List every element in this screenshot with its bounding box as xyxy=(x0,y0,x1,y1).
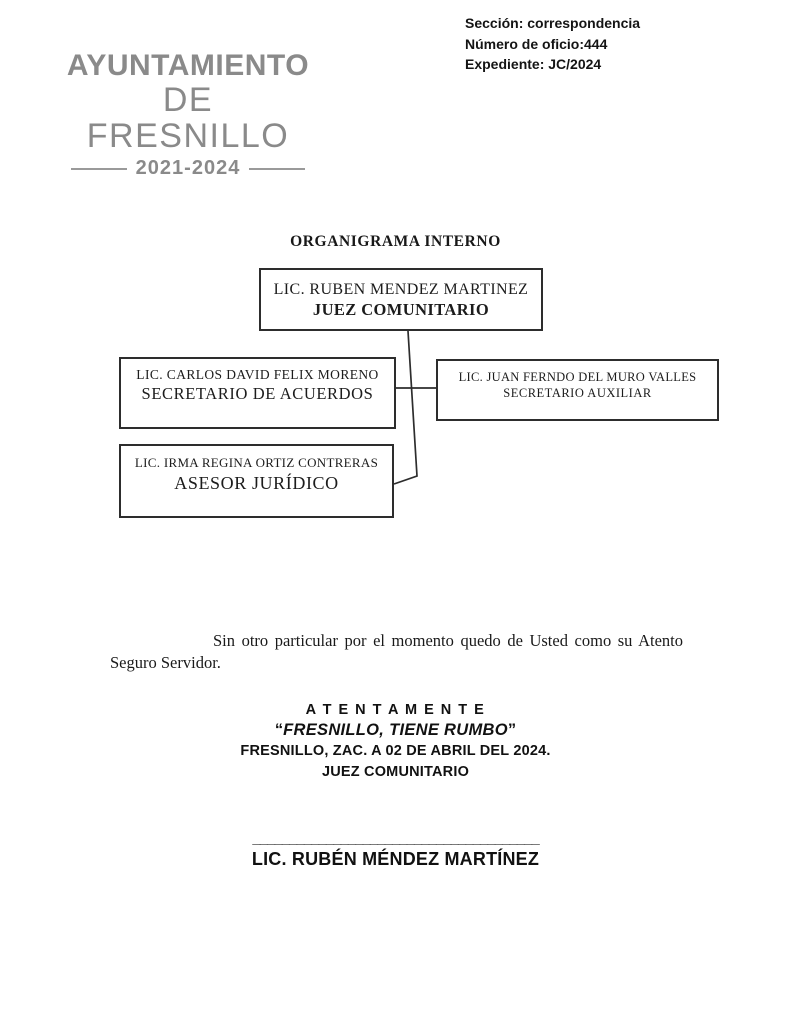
file-info-numero-oficio: Número de oficio:444 xyxy=(465,35,608,52)
closing-paragraph-line2: Seguro Servidor. xyxy=(110,652,221,672)
orgchart-box-name: LIC. CARLOS DAVID FELIX MORENO xyxy=(136,367,379,382)
signature-rule: _______________________________________ xyxy=(252,830,539,847)
closing-role-line: JUEZ COMUNITARIO xyxy=(321,763,470,780)
logo-line-ayuntamiento: AYUNTAMIENTO xyxy=(66,49,310,82)
orgchart-box-asesor-juridico xyxy=(119,444,394,518)
logo-years-text: 2021-2024 xyxy=(135,157,241,179)
slogan-close-quote: ” xyxy=(507,721,517,739)
orgchart-box-name: LIC. JUAN FERNDO DEL MURO VALLES xyxy=(458,370,697,384)
orgchart-box-role: SECRETARIO DE ACUERDOS xyxy=(141,384,374,403)
closing-paragraph xyxy=(110,630,683,673)
logo-rule-left xyxy=(71,168,127,170)
slogan-text: FRESNILLO, TIENE RUMBO xyxy=(283,721,508,739)
orgchart-title: ORGANIGRAMA INTERNO xyxy=(290,233,501,250)
orgchart-box-name: LIC. RUBEN MENDEZ MARTINEZ xyxy=(273,281,529,298)
file-info-seccion: Sección: correspondencia xyxy=(465,15,641,31)
place-date-line: FRESNILLO, ZAC. A 02 DE ABRIL DEL 2024. xyxy=(240,743,551,759)
logo-years-row xyxy=(58,157,318,180)
slogan-open-quote: “ xyxy=(274,721,284,739)
logo-line-de-fresnillo: DE FRESNILLO xyxy=(86,81,290,155)
signature-block xyxy=(0,831,791,871)
file-info-block xyxy=(465,13,640,75)
orgchart-box-role: ASESOR JURÍDICO xyxy=(174,473,339,493)
orgchart-box-juez-comunitario xyxy=(259,268,543,331)
atentamente-block xyxy=(0,700,791,782)
orgchart-box-name: LIC. IRMA REGINA ORTIZ CONTRERAS xyxy=(134,455,379,470)
orgchart-box-role: SECRETARIO AUXILIAR xyxy=(503,386,652,400)
orgchart-box-role: JUEZ COMUNITARIO xyxy=(312,300,490,319)
closing-paragraph-line1: Sin otro particular por el momento quedo de Usted como su Atento xyxy=(213,631,683,650)
slogan-line xyxy=(0,720,791,741)
connector-juez-to-asesor xyxy=(394,331,417,484)
signature-name: LIC. RUBÉN MÉNDEZ MARTÍNEZ xyxy=(251,849,540,869)
ayuntamiento-logo xyxy=(58,50,318,180)
orgchart-box-secretario-auxiliar xyxy=(436,359,719,421)
file-info-expediente: Expediente: JC/2024 xyxy=(465,56,602,72)
orgchart-box-secretario-acuerdos xyxy=(119,357,396,429)
logo-rule-right xyxy=(249,168,305,170)
atentamente-line: A T E N T A M E N T E xyxy=(305,702,486,718)
